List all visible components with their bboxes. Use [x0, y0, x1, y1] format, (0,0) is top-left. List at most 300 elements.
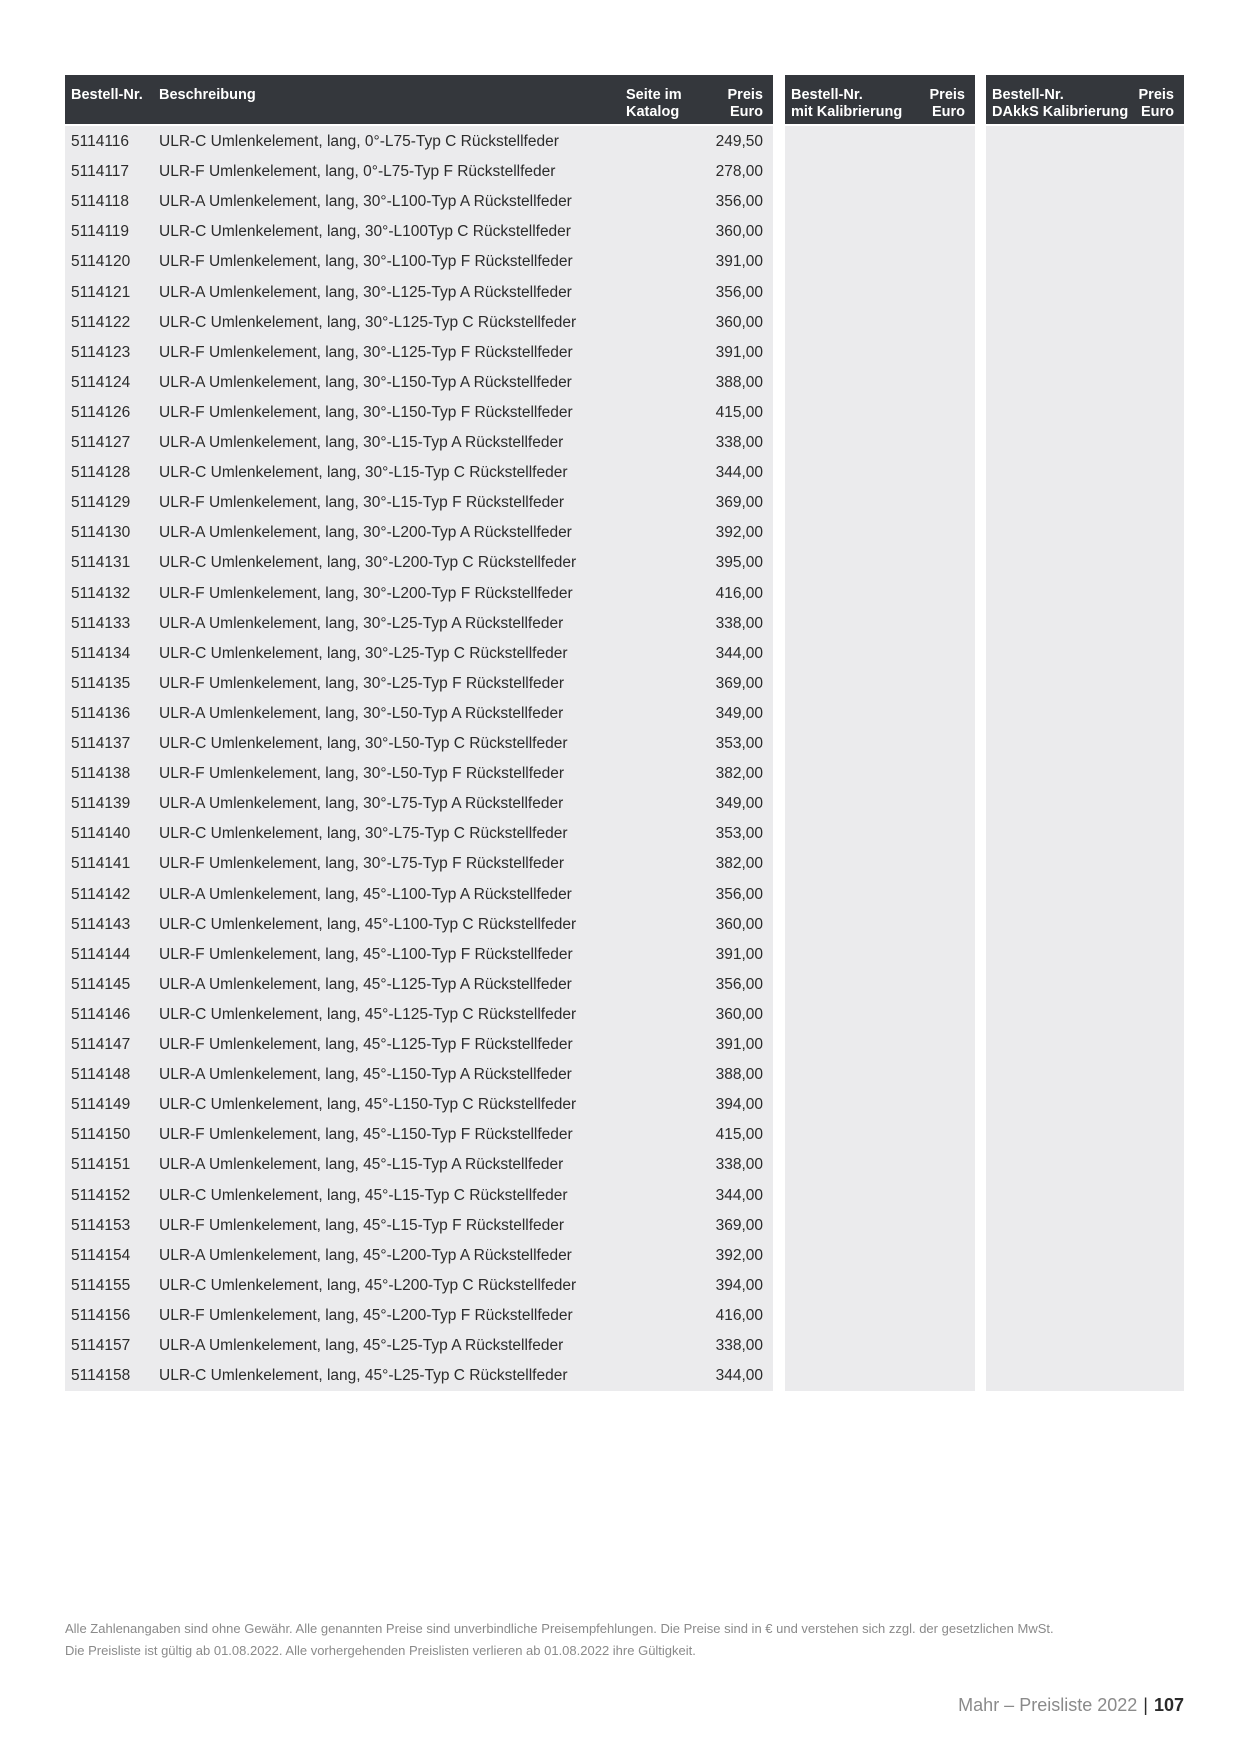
- header-dakks-preis: [1139, 87, 1174, 121]
- row-main-cell: [65, 1240, 773, 1271]
- order-number: 5114117: [71, 163, 130, 181]
- price: 356,00: [715, 283, 763, 301]
- row-kalibrierung-cell: [785, 1029, 975, 1060]
- header-kal-preis-line2: Euro: [931, 104, 965, 120]
- row-kalibrierung-cell: [785, 186, 975, 217]
- row-dakks-cell: [986, 608, 1184, 639]
- row-kalibrierung-cell: [785, 578, 975, 609]
- order-number: 5114158: [71, 1367, 131, 1385]
- table-row: [0, 698, 1240, 729]
- price: 360,00: [715, 313, 763, 331]
- row-kalibrierung-cell: [785, 1180, 975, 1211]
- row-kalibrierung-cell: [785, 1149, 975, 1180]
- row-main-cell: [65, 427, 773, 458]
- order-number: 5114156: [71, 1306, 131, 1324]
- row-dakks-cell: [986, 427, 1184, 458]
- row-main-cell: [65, 547, 773, 578]
- order-number: 5114127: [71, 434, 131, 451]
- table-row: [0, 186, 1240, 217]
- order-number: 5114141: [71, 855, 131, 873]
- order-number: 5114145: [71, 975, 131, 993]
- order-number: 5114121: [71, 283, 131, 301]
- row-main-cell: [65, 578, 773, 609]
- row-kalibrierung-cell: [785, 818, 975, 849]
- order-number: 5114150: [71, 1126, 131, 1144]
- price: 382,00: [715, 855, 763, 873]
- price: 344,00: [715, 1367, 763, 1385]
- row-main-cell: [65, 698, 773, 729]
- order-number: 5114154: [71, 1246, 131, 1264]
- row-kalibrierung-cell: [785, 758, 975, 789]
- description: ULR-F Umlenkelement, lang, 30°-L25-Typ F Rückstellfeder: [159, 674, 565, 692]
- row-dakks-cell: [986, 1149, 1184, 1180]
- price: 249,50: [715, 133, 763, 150]
- table-row: [0, 1300, 1240, 1331]
- row-main-cell: [65, 1029, 773, 1060]
- price: 415,00: [715, 403, 763, 421]
- order-number: 5114142: [71, 885, 131, 903]
- row-main-cell: [65, 1149, 773, 1180]
- row-dakks-cell: [986, 1029, 1184, 1060]
- table-row: [0, 999, 1240, 1030]
- description: ULR-A Umlenkelement, lang, 45°-L100-Typ A Rückstellfeder: [159, 885, 572, 903]
- row-main-cell: [65, 638, 773, 669]
- price: 392,00: [715, 1246, 763, 1264]
- table-row: [0, 156, 1240, 187]
- row-main-cell: [65, 668, 773, 699]
- row-main-cell: [65, 277, 773, 308]
- price: 360,00: [715, 1005, 763, 1023]
- table-header-dakks: [986, 75, 1184, 124]
- order-number: 5114136: [71, 704, 131, 722]
- price: 388,00: [715, 373, 763, 391]
- row-kalibrierung-cell: [785, 457, 975, 488]
- order-number: 5114148: [71, 1066, 131, 1084]
- row-kalibrierung-cell: [785, 337, 975, 368]
- row-kalibrierung-cell: [785, 216, 975, 247]
- price: 394,00: [715, 1096, 763, 1114]
- row-dakks-cell: [986, 1059, 1184, 1090]
- header-seite-im-katalog: [626, 87, 682, 121]
- row-kalibrierung-cell: [785, 879, 975, 910]
- row-dakks-cell: [986, 1300, 1184, 1331]
- order-number: 5114120: [71, 253, 131, 271]
- footnote-line1: Alle Zahlenangaben sind ohne Gewähr. Alle genannten Preise sind unverbindliche Preisempfehlungen. Die Preise sind in € und verstehen sich zzgl. der gesetzlichen MwSt.: [65, 1621, 1054, 1636]
- table-row: [0, 758, 1240, 789]
- table-row: [0, 1330, 1240, 1361]
- price: 382,00: [715, 765, 763, 783]
- order-number: 5114157: [71, 1337, 131, 1354]
- row-dakks-cell: [986, 728, 1184, 759]
- row-dakks-cell: [986, 818, 1184, 849]
- table-row: [0, 1119, 1240, 1150]
- row-main-cell: [65, 848, 773, 879]
- table-row: [0, 1089, 1240, 1120]
- description: ULR-A Umlenkelement, lang, 30°-L150-Typ A Rückstellfeder: [159, 373, 572, 391]
- description: ULR-F Umlenkelement, lang, 30°-L100-Typ F Rückstellfeder: [159, 253, 573, 271]
- order-number: 5114153: [71, 1216, 131, 1234]
- row-main-cell: [65, 818, 773, 849]
- row-dakks-cell: [986, 1210, 1184, 1241]
- row-kalibrierung-cell: [785, 246, 975, 277]
- row-main-cell: [65, 1300, 773, 1331]
- row-dakks-cell: [986, 517, 1184, 548]
- row-kalibrierung-cell: [785, 909, 975, 940]
- header-dakks-nr-line1: Bestell-Nr.: [992, 87, 1064, 103]
- table-row: [0, 1240, 1240, 1271]
- table-row: [0, 939, 1240, 970]
- header-preis-line2: Euro: [729, 104, 763, 120]
- order-number: 5114137: [71, 735, 131, 752]
- price: 356,00: [715, 193, 763, 211]
- table-header-main: [65, 75, 773, 124]
- table-row: [0, 246, 1240, 277]
- price: 392,00: [715, 524, 763, 542]
- description: ULR-F Umlenkelement, lang, 30°-L200-Typ F Rückstellfeder: [159, 584, 573, 602]
- price: 369,00: [715, 1216, 763, 1234]
- description: ULR-F Umlenkelement, lang, 45°-L15-Typ F Rückstellfeder: [159, 1216, 565, 1234]
- order-number: 5114123: [71, 343, 131, 361]
- row-main-cell: [65, 999, 773, 1030]
- row-kalibrierung-cell: [785, 638, 975, 669]
- price: 349,00: [715, 704, 763, 722]
- header-beschreibung: Beschreibung: [159, 87, 256, 103]
- row-main-cell: [65, 246, 773, 277]
- row-kalibrierung-cell: [785, 1330, 975, 1361]
- row-kalibrierung-cell: [785, 277, 975, 308]
- order-number: 5114151: [71, 1156, 131, 1174]
- description: ULR-A Umlenkelement, lang, 30°-L25-Typ A Rückstellfeder: [159, 614, 564, 632]
- description: ULR-A Umlenkelement, lang, 30°-L50-Typ A Rückstellfeder: [159, 704, 564, 722]
- row-dakks-cell: [986, 969, 1184, 1000]
- description: ULR-C Umlenkelement, lang, 45°-L25-Typ C Rückstellfeder: [159, 1367, 568, 1385]
- table-row: [0, 578, 1240, 609]
- order-number: 5114131: [71, 554, 131, 572]
- header-kal-nr-line2: mit Kalibrierung: [791, 104, 903, 120]
- row-main-cell: [65, 186, 773, 217]
- table-row: [0, 337, 1240, 368]
- row-kalibrierung-cell: [785, 517, 975, 548]
- price: 391,00: [715, 945, 763, 963]
- row-main-cell: [65, 457, 773, 488]
- row-kalibrierung-cell: [785, 788, 975, 819]
- order-number: 5114135: [71, 674, 131, 692]
- table-row: [0, 668, 1240, 699]
- row-dakks-cell: [986, 397, 1184, 428]
- row-main-cell: [65, 969, 773, 1000]
- table-row: [0, 608, 1240, 639]
- description: ULR-C Umlenkelement, lang, 30°-L75-Typ C Rückstellfeder: [159, 825, 568, 843]
- header-preis-line1: Preis: [727, 87, 763, 103]
- description: ULR-A Umlenkelement, lang, 45°-L25-Typ A Rückstellfeder: [159, 1337, 564, 1354]
- table-row: [0, 427, 1240, 458]
- row-kalibrierung-cell: [785, 728, 975, 759]
- table-row: [0, 397, 1240, 428]
- row-kalibrierung-cell: [785, 487, 975, 518]
- price: 338,00: [715, 1337, 763, 1354]
- header-bestell-nr-kalibrierung: [791, 87, 902, 121]
- row-main-cell: [65, 1270, 773, 1301]
- description: ULR-C Umlenkelement, lang, 45°-L200-Typ C Rückstellfeder: [159, 1276, 577, 1294]
- header-dakks-preis-line1: Preis: [1138, 87, 1174, 103]
- row-dakks-cell: [986, 698, 1184, 729]
- description: ULR-C Umlenkelement, lang, 45°-L125-Typ C Rückstellfeder: [159, 1005, 577, 1023]
- row-main-cell: [65, 879, 773, 910]
- footer-title: Mahr – Preisliste 2022: [958, 1695, 1138, 1715]
- description: ULR-A Umlenkelement, lang, 30°-L75-Typ A Rückstellfeder: [159, 795, 564, 813]
- table-row: [0, 487, 1240, 518]
- row-kalibrierung-cell: [785, 698, 975, 729]
- table-row: [0, 457, 1240, 488]
- price: 416,00: [715, 584, 763, 602]
- price: 416,00: [715, 1306, 763, 1324]
- price: 391,00: [715, 1036, 763, 1053]
- price: 349,00: [715, 795, 763, 813]
- table-row: [0, 547, 1240, 578]
- header-kal-preis: [930, 87, 965, 121]
- price: 388,00: [715, 1066, 763, 1084]
- row-kalibrierung-cell: [785, 547, 975, 578]
- order-number: 5114128: [71, 464, 131, 482]
- row-dakks-cell: [986, 1240, 1184, 1271]
- row-kalibrierung-cell: [785, 1089, 975, 1120]
- price: 395,00: [715, 554, 763, 572]
- row-main-cell: [65, 788, 773, 819]
- row-kalibrierung-cell: [785, 608, 975, 639]
- row-dakks-cell: [986, 1119, 1184, 1150]
- row-dakks-cell: [986, 277, 1184, 308]
- row-dakks-cell: [986, 1180, 1184, 1211]
- row-dakks-cell: [986, 758, 1184, 789]
- row-dakks-cell: [986, 1270, 1184, 1301]
- row-main-cell: [65, 487, 773, 518]
- row-kalibrierung-cell: [785, 1059, 975, 1090]
- price: 344,00: [715, 464, 763, 482]
- price: 344,00: [715, 1186, 763, 1204]
- price: 356,00: [715, 885, 763, 903]
- description: ULR-A Umlenkelement, lang, 30°-L15-Typ A Rückstellfeder: [159, 434, 564, 451]
- row-main-cell: [65, 1360, 773, 1391]
- row-kalibrierung-cell: [785, 307, 975, 338]
- header-seite-line1: Seite im: [626, 87, 682, 103]
- row-kalibrierung-cell: [785, 969, 975, 1000]
- row-kalibrierung-cell: [785, 1240, 975, 1271]
- description: ULR-C Umlenkelement, lang, 0°-L75-Typ C Rückstellfeder: [159, 133, 559, 150]
- description: ULR-C Umlenkelement, lang, 30°-L50-Typ C Rückstellfeder: [159, 735, 568, 752]
- row-kalibrierung-cell: [785, 1270, 975, 1301]
- row-dakks-cell: [986, 1360, 1184, 1391]
- price: 391,00: [715, 253, 763, 271]
- order-number: 5114122: [71, 313, 131, 331]
- order-number: 5114126: [71, 403, 131, 421]
- price: 344,00: [715, 644, 763, 662]
- footer-separator: |: [1143, 1695, 1148, 1715]
- row-dakks-cell: [986, 939, 1184, 970]
- header-seite-line2: Katalog: [626, 104, 680, 120]
- row-kalibrierung-cell: [785, 1300, 975, 1331]
- row-main-cell: [65, 1089, 773, 1120]
- row-main-cell: [65, 608, 773, 639]
- order-number: 5114130: [71, 524, 131, 542]
- row-main-cell: [65, 156, 773, 187]
- order-number: 5114129: [71, 494, 131, 512]
- row-main-cell: [65, 126, 773, 157]
- row-kalibrierung-cell: [785, 427, 975, 458]
- table-row: [0, 1270, 1240, 1301]
- order-number: 5114133: [71, 614, 131, 632]
- row-kalibrierung-cell: [785, 1360, 975, 1391]
- row-dakks-cell: [986, 1330, 1184, 1361]
- row-kalibrierung-cell: [785, 397, 975, 428]
- order-number: 5114118: [71, 193, 130, 211]
- row-dakks-cell: [986, 307, 1184, 338]
- price: 353,00: [715, 735, 763, 752]
- table-row: [0, 818, 1240, 849]
- description: ULR-C Umlenkelement, lang, 45°-L150-Typ C Rückstellfeder: [159, 1096, 577, 1114]
- row-dakks-cell: [986, 909, 1184, 940]
- header-dakks-nr-line2: DAkkS Kalibrierung: [992, 104, 1129, 120]
- row-dakks-cell: [986, 1089, 1184, 1120]
- description: ULR-C Umlenkelement, lang, 30°-L125-Typ C Rückstellfeder: [159, 313, 577, 331]
- order-number: 5114146: [71, 1005, 131, 1023]
- order-number: 5114144: [71, 945, 131, 963]
- table-row: [0, 277, 1240, 308]
- description: ULR-F Umlenkelement, lang, 0°-L75-Typ F Rückstellfeder: [159, 163, 556, 181]
- description: ULR-C Umlenkelement, lang, 45°-L100-Typ C Rückstellfeder: [159, 915, 577, 933]
- table-row: [0, 969, 1240, 1000]
- table-row: [0, 307, 1240, 338]
- order-number: 5114143: [71, 915, 131, 933]
- row-dakks-cell: [986, 246, 1184, 277]
- price: 369,00: [715, 494, 763, 512]
- header-preis: [728, 87, 763, 121]
- order-number: 5114134: [71, 644, 131, 662]
- row-dakks-cell: [986, 879, 1184, 910]
- row-kalibrierung-cell: [785, 1119, 975, 1150]
- row-main-cell: [65, 216, 773, 247]
- description: ULR-C Umlenkelement, lang, 30°-L25-Typ C Rückstellfeder: [159, 644, 568, 662]
- price: 360,00: [715, 223, 763, 241]
- order-number: 5114152: [71, 1186, 131, 1204]
- row-dakks-cell: [986, 186, 1184, 217]
- footnote-line2: Die Preisliste ist gültig ab 01.08.2022. Alle vorhergehenden Preislisten verlieren ab 01.08.2022 ihre Gültigkeit.: [65, 1643, 696, 1658]
- order-number: 5114138: [71, 765, 131, 783]
- price: 338,00: [715, 1156, 763, 1174]
- row-kalibrierung-cell: [785, 999, 975, 1030]
- description: ULR-A Umlenkelement, lang, 45°-L125-Typ A Rückstellfeder: [159, 975, 572, 993]
- description: ULR-F Umlenkelement, lang, 30°-L15-Typ F Rückstellfeder: [159, 494, 565, 512]
- row-dakks-cell: [986, 668, 1184, 699]
- row-main-cell: [65, 1119, 773, 1150]
- header-kal-nr-line1: Bestell-Nr.: [791, 87, 863, 103]
- table-row: [0, 848, 1240, 879]
- row-dakks-cell: [986, 216, 1184, 247]
- row-dakks-cell: [986, 126, 1184, 157]
- row-kalibrierung-cell: [785, 156, 975, 187]
- row-main-cell: [65, 1059, 773, 1090]
- price: 353,00: [715, 825, 763, 843]
- table-header-kalibrierung: [785, 75, 975, 124]
- table-row: [0, 1360, 1240, 1391]
- row-kalibrierung-cell: [785, 126, 975, 157]
- description: ULR-A Umlenkelement, lang, 30°-L100-Typ A Rückstellfeder: [159, 193, 572, 211]
- price: 356,00: [715, 975, 763, 993]
- header-bestell-nr: Bestell-Nr.: [71, 87, 143, 103]
- row-kalibrierung-cell: [785, 848, 975, 879]
- row-main-cell: [65, 1330, 773, 1361]
- price: 391,00: [715, 343, 763, 361]
- row-main-cell: [65, 939, 773, 970]
- row-dakks-cell: [986, 638, 1184, 669]
- order-number: 5114139: [71, 795, 131, 813]
- table-row: [0, 728, 1240, 759]
- price: 415,00: [715, 1126, 763, 1144]
- row-main-cell: [65, 909, 773, 940]
- table-row: [0, 879, 1240, 910]
- row-main-cell: [65, 307, 773, 338]
- row-kalibrierung-cell: [785, 367, 975, 398]
- table-row: [0, 126, 1240, 157]
- description: ULR-A Umlenkelement, lang, 30°-L200-Typ A Rückstellfeder: [159, 524, 572, 542]
- description: ULR-C Umlenkelement, lang, 45°-L15-Typ C Rückstellfeder: [159, 1186, 568, 1204]
- page-number: 107: [1153, 1695, 1184, 1715]
- table-row: [0, 638, 1240, 669]
- table-row: [0, 788, 1240, 819]
- row-kalibrierung-cell: [785, 668, 975, 699]
- description: ULR-F Umlenkelement, lang, 30°-L50-Typ F Rückstellfeder: [159, 765, 565, 783]
- description: ULR-C Umlenkelement, lang, 30°-L200-Typ C Rückstellfeder: [159, 554, 577, 572]
- row-dakks-cell: [986, 848, 1184, 879]
- row-dakks-cell: [986, 547, 1184, 578]
- row-main-cell: [65, 337, 773, 368]
- row-dakks-cell: [986, 999, 1184, 1030]
- table-row: [0, 1149, 1240, 1180]
- price: 338,00: [715, 614, 763, 632]
- order-number: 5114132: [71, 584, 131, 602]
- description: ULR-A Umlenkelement, lang, 45°-L200-Typ A Rückstellfeder: [159, 1246, 572, 1264]
- table-row: [0, 367, 1240, 398]
- row-kalibrierung-cell: [785, 1210, 975, 1241]
- order-number: 5114149: [71, 1096, 131, 1114]
- row-dakks-cell: [986, 788, 1184, 819]
- row-main-cell: [65, 367, 773, 398]
- description: ULR-F Umlenkelement, lang, 45°-L100-Typ F Rückstellfeder: [159, 945, 573, 963]
- description: ULR-F Umlenkelement, lang, 30°-L150-Typ F Rückstellfeder: [159, 403, 573, 421]
- header-kal-preis-line1: Preis: [929, 87, 965, 103]
- price: 394,00: [715, 1276, 763, 1294]
- table-row: [0, 1180, 1240, 1211]
- price: 338,00: [715, 434, 763, 451]
- price: 278,00: [715, 163, 763, 181]
- order-number: 5114147: [71, 1036, 131, 1053]
- description: ULR-A Umlenkelement, lang, 45°-L150-Typ A Rückstellfeder: [159, 1066, 572, 1084]
- row-main-cell: [65, 517, 773, 548]
- row-dakks-cell: [986, 487, 1184, 518]
- table-row: [0, 909, 1240, 940]
- description: ULR-C Umlenkelement, lang, 30°-L15-Typ C Rückstellfeder: [159, 464, 568, 482]
- order-number: 5114116: [71, 133, 130, 150]
- table-row: [0, 517, 1240, 548]
- order-number: 5114155: [71, 1276, 131, 1294]
- row-dakks-cell: [986, 156, 1184, 187]
- row-dakks-cell: [986, 457, 1184, 488]
- row-main-cell: [65, 1180, 773, 1211]
- description: ULR-A Umlenkelement, lang, 30°-L125-Typ A Rückstellfeder: [159, 283, 572, 301]
- row-main-cell: [65, 397, 773, 428]
- row-main-cell: [65, 728, 773, 759]
- description: ULR-C Umlenkelement, lang, 30°-L100Typ C Rückstellfeder: [159, 223, 571, 241]
- row-dakks-cell: [986, 578, 1184, 609]
